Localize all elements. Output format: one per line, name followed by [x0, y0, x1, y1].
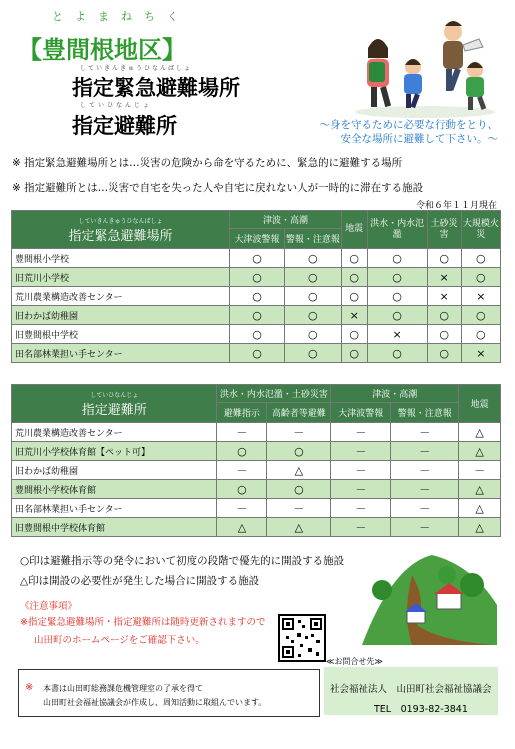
table2-status-cell: △ — [267, 518, 331, 537]
table1-status-cell: ○ — [427, 306, 461, 325]
table1-status-cell: ○ — [367, 268, 427, 287]
table2-facility-name: 旧わかば幼稚園 — [12, 461, 217, 480]
table2-col-earthquake: 地震 — [459, 385, 501, 423]
table1-status-cell: ○ — [367, 249, 427, 268]
table1-row — [12, 268, 501, 287]
tagline-line2: 安全な場所に避難して下さい。～ — [340, 133, 498, 145]
table1-status-cell: ○ — [367, 287, 427, 306]
table1-status-cell: ○ — [367, 306, 427, 325]
table2-status-cell: － — [391, 480, 459, 499]
table1-status-cell: × — [341, 306, 367, 325]
table2-status-cell: － — [391, 499, 459, 518]
table1-status-cell: ○ — [341, 249, 367, 268]
table1-status-cell: ○ — [230, 344, 285, 363]
table2-group-tsunami: 津波・高潮 — [331, 385, 459, 403]
table2-col-elderly: 高齢者等避難 — [267, 403, 331, 423]
table2-group-flood: 洪水・内水氾濫・土砂災害 — [217, 385, 331, 403]
table2-row — [12, 499, 501, 518]
table2-col-warning-advisory: 警報・注意報 — [391, 403, 459, 423]
region-title-ruby: とよまねちく — [52, 10, 190, 23]
table1-status-cell: ○ — [341, 325, 367, 344]
as-of-date: 令和６年１１月現在 — [415, 201, 497, 211]
contact-label: ≪お問合せ先≫ — [326, 657, 383, 666]
title2-ruby: していひなんじょ — [80, 102, 153, 109]
table2-status-cell: － — [217, 461, 267, 480]
table2-facility-name: 豊間根小学校体育館 — [12, 480, 217, 499]
table2-status-cell: △ — [459, 518, 501, 537]
table1-row — [12, 306, 501, 325]
footer-note-mark: ※ — [25, 682, 34, 693]
table2-status-cell: ○ — [267, 442, 331, 461]
table2-facility-name: 旧豊間根中学校体育館 — [12, 518, 217, 537]
contact-box — [324, 667, 498, 715]
table1-group-tsunami: 津波・高潮 — [230, 211, 342, 229]
table1-status-cell: ○ — [284, 249, 341, 268]
table1-status-cell: ○ — [230, 325, 285, 344]
table1-facility-name: 旧豊間根中学校 — [12, 325, 230, 344]
table1-row — [12, 249, 501, 268]
table2-facility-name: 旧荒川小学校体育館【ペット可】 — [12, 442, 217, 461]
table1-facility-name: 田名部林業担い手センター — [12, 344, 230, 363]
table2-status-cell: － — [331, 423, 391, 442]
table1-row — [12, 287, 501, 306]
table1-status-cell: ○ — [341, 344, 367, 363]
table1-facility-name: 荒川農業構造改善センター — [12, 287, 230, 306]
table1-status-cell: ○ — [461, 325, 500, 344]
footer-note-line2: 山田町社会福祉協議会が作成し、周知活動に取組んでいます。 — [43, 698, 267, 707]
table1-status-cell: × — [427, 287, 461, 306]
table1-status-cell: ○ — [461, 306, 500, 325]
table2-status-cell: △ — [459, 499, 501, 518]
table2-status-cell: ○ — [267, 480, 331, 499]
table2-status-cell: ○ — [217, 480, 267, 499]
table2-status-cell: － — [331, 518, 391, 537]
table1-row — [12, 325, 501, 344]
table1-status-cell: × — [367, 325, 427, 344]
note-circle-meaning: ○印は避難指示等の発令において初度の段階で優先的に開設する施設 — [20, 555, 345, 567]
table1-col-fire: 大規模火災 — [461, 211, 500, 249]
table2-status-cell: △ — [267, 461, 331, 480]
footer-note-box — [18, 669, 320, 717]
title-evacuation-shelter: 指定避難所 — [72, 114, 177, 138]
table2-status-cell: － — [391, 518, 459, 537]
table1-facility-name: 旧わかば幼稚園 — [12, 306, 230, 325]
table1-status-cell: ○ — [284, 268, 341, 287]
definition-shelter: ※ 指定避難所とは…災害で自宅を失った人や自宅に戻れない人が一時的に滞在する施設 — [12, 182, 424, 194]
title-emergency-evacuation-site: 指定緊急避難場所 — [72, 76, 240, 100]
table1-status-cell: ○ — [284, 306, 341, 325]
table1-status-cell: ○ — [284, 344, 341, 363]
landslide-house-illustration — [352, 545, 502, 650]
table2-status-cell: ○ — [217, 442, 267, 461]
table1-status-cell: ○ — [427, 344, 461, 363]
caution-title: 《注意事項》 — [20, 601, 78, 612]
table1-status-cell: ○ — [230, 306, 285, 325]
table2-row — [12, 442, 501, 461]
table2-status-cell: － — [217, 423, 267, 442]
table1-col-flood: 洪水・内水氾濫 — [367, 211, 427, 249]
table1-col-sediment: 土砂災害 — [427, 211, 461, 249]
table2-status-cell: － — [459, 461, 501, 480]
table2-status-cell: － — [391, 461, 459, 480]
table1-status-cell: × — [461, 287, 500, 306]
caution-line2: 山田町のホームページをご確認下さい。 — [34, 635, 205, 646]
table2-row — [12, 480, 501, 499]
table2-status-cell: － — [331, 442, 391, 461]
table2-title-cell: していひなんじょ 指定避難所 — [12, 385, 217, 423]
table2-row — [12, 423, 501, 442]
table2-col-evac-instruction: 避難指示 — [217, 403, 267, 423]
table2-status-cell: △ — [217, 518, 267, 537]
table1-status-cell: ○ — [230, 249, 285, 268]
table2-status-cell: － — [391, 423, 459, 442]
table2-row — [12, 518, 501, 537]
table1-status-cell: ○ — [230, 268, 285, 287]
table1-status-cell: × — [427, 268, 461, 287]
contact-tel[interactable]: TEL 0193-82-3841 — [374, 704, 468, 715]
title1-ruby: していきんきゅうひなんばしょ — [80, 65, 193, 72]
table1-status-cell: ○ — [284, 325, 341, 344]
evacuation-shelter-table — [11, 384, 501, 537]
table2-title: 指定避難所 — [81, 402, 147, 418]
table2-facility-name: 荒川農業構造改善センター — [12, 423, 217, 442]
qr-code-icon[interactable] — [278, 614, 326, 662]
table1-row — [12, 344, 501, 363]
table1-facility-name: 旧荒川小学校 — [12, 268, 230, 287]
definition-emergency-site: ※ 指定緊急避難場所とは…災害の危険から命を守るために、緊急的に避難する場所 — [12, 157, 403, 169]
table1-col-tsunami-warning: 大津波警報 — [230, 229, 285, 249]
table1-status-cell: ○ — [230, 287, 285, 306]
table1-status-cell: ○ — [461, 249, 500, 268]
table2-status-cell: △ — [459, 442, 501, 461]
table1-title-cell: していきんきゅうひなんばしょ 指定緊急避難場所 — [12, 211, 230, 249]
region-title: 【豊間根地区】 — [18, 36, 186, 64]
emergency-evacuation-site-table — [11, 210, 501, 363]
note-triangle-meaning: △印は開設の必要性が発生した場合に開設する施設 — [20, 575, 260, 587]
table2-facility-name: 田名部林業担い手センター — [12, 499, 217, 518]
table1-status-cell: × — [461, 344, 500, 363]
table1-title: 指定緊急避難場所 — [68, 228, 173, 244]
table1-col-warning-advisory: 警報・注意報 — [284, 229, 341, 249]
table1-status-cell: ○ — [461, 268, 500, 287]
tagline-line1: ～身を守るために必要な行動をとり、 — [319, 119, 498, 131]
table1-status-cell: ○ — [341, 287, 367, 306]
table2-status-cell: － — [331, 499, 391, 518]
table1-status-cell: ○ — [367, 344, 427, 363]
table1-facility-name: 豊間根小学校 — [12, 249, 230, 268]
table2-status-cell: － — [331, 461, 391, 480]
table2-row — [12, 461, 501, 480]
footer-note-line1: 本書は山田町総務課危機管理室の了承を得て — [43, 684, 203, 693]
contact-org: 社会福祉法人 山田町社会福祉協議会 — [330, 684, 492, 695]
table2-status-cell: － — [267, 499, 331, 518]
table2-col-tsunami-warning: 大津波警報 — [331, 403, 391, 423]
table2-status-cell: － — [267, 423, 331, 442]
caution-line1: ※指定緊急避難場所・指定避難所は随時更新されますので — [20, 617, 266, 628]
table2-status-cell: － — [391, 442, 459, 461]
table2-status-cell: － — [331, 480, 391, 499]
table2-status-cell: － — [217, 499, 267, 518]
table1-status-cell: ○ — [341, 268, 367, 287]
table1-status-cell: ○ — [284, 287, 341, 306]
table1-col-earthquake: 地震 — [341, 211, 367, 249]
table1-status-cell: ○ — [427, 249, 461, 268]
table2-status-cell: △ — [459, 480, 501, 499]
table1-status-cell: ○ — [427, 325, 461, 344]
family-running-illustration — [345, 12, 505, 122]
table2-status-cell: △ — [459, 423, 501, 442]
